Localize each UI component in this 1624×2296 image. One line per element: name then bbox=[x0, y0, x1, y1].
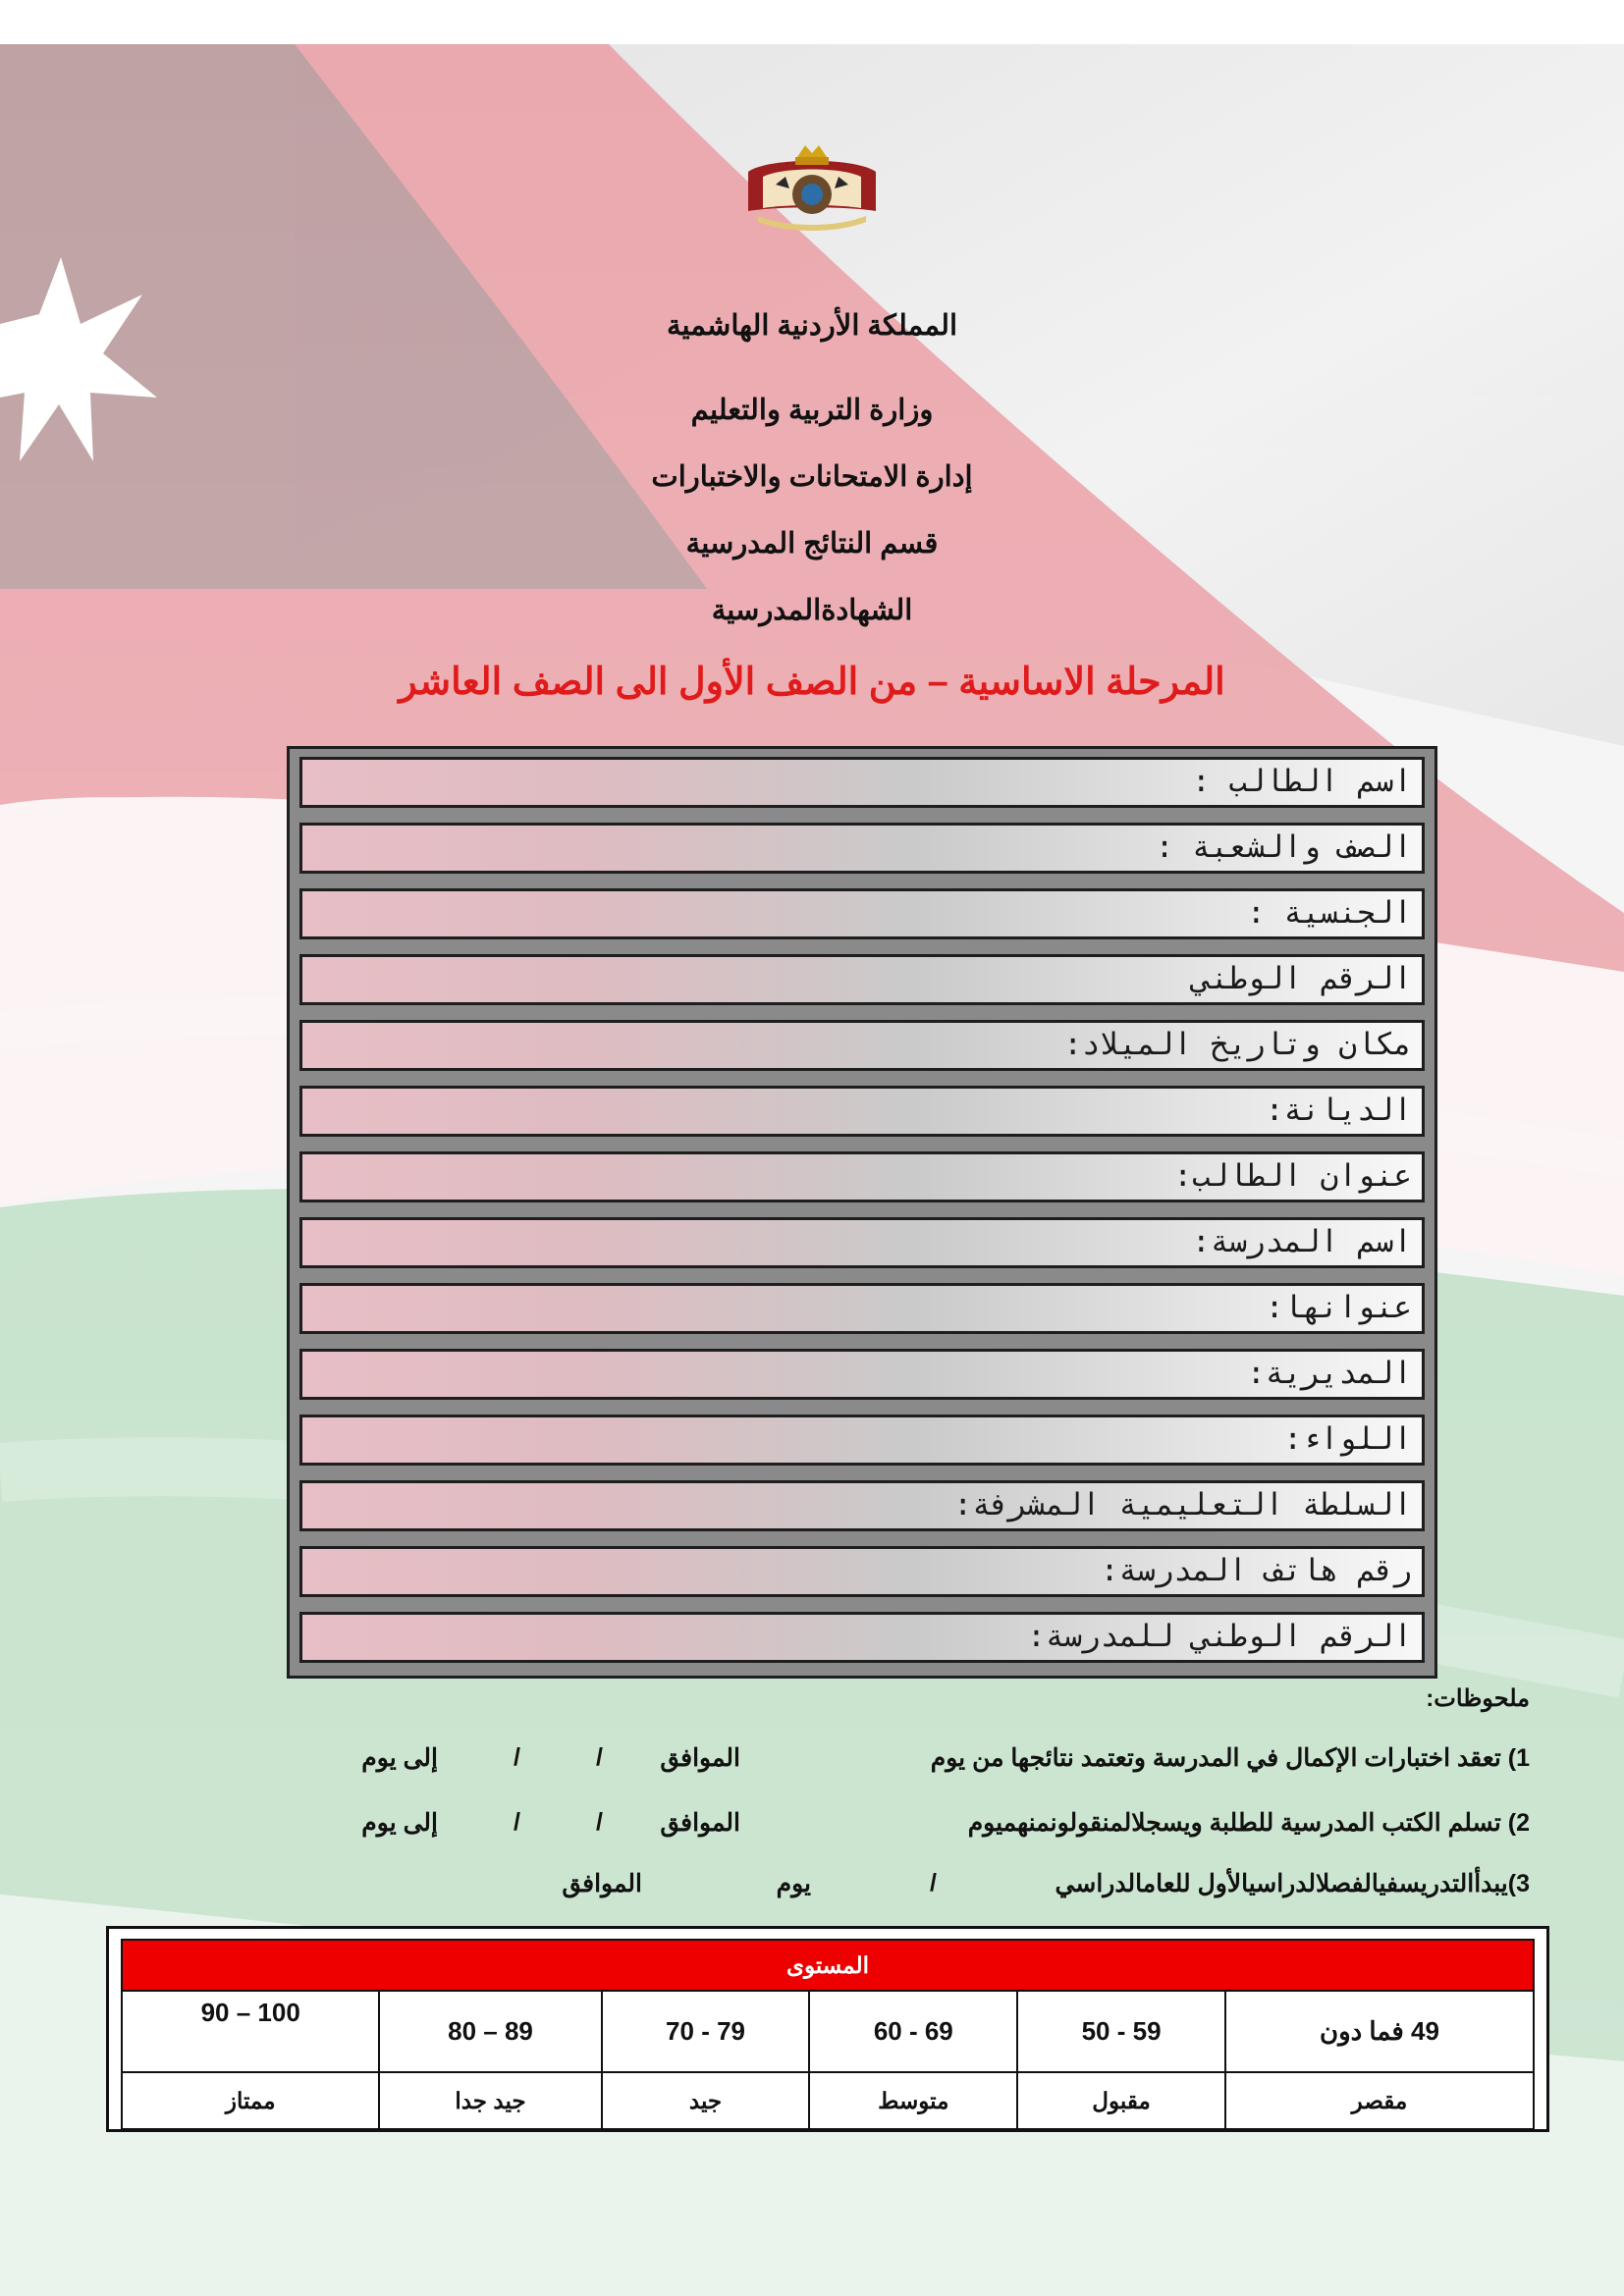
level-name-cell: جيد جدا bbox=[379, 2072, 601, 2129]
field-label: الرقم الوطني bbox=[1192, 961, 1412, 996]
note-2-text: 2) تسلم الكتب المدرسية للطلبة ويسجلالمنقولونمنهميوم bbox=[967, 1809, 1530, 1837]
field-nationality[interactable] bbox=[299, 888, 1425, 939]
field-school-national-number[interactable] bbox=[299, 1612, 1425, 1663]
field-label: الرقم الوطني للمدرسة: bbox=[1027, 1619, 1412, 1654]
level-ranges-row bbox=[122, 1991, 1534, 2072]
field-school-address[interactable] bbox=[299, 1283, 1425, 1334]
department-name: إدارة الامتحانات والاختبارات bbox=[651, 461, 973, 493]
note-1-slash: / bbox=[514, 1743, 520, 1771]
field-label: اسم المدرسة: bbox=[1192, 1224, 1412, 1259]
note-3-day: يوم bbox=[776, 1870, 811, 1897]
field-student-name[interactable] bbox=[299, 757, 1425, 808]
field-religion[interactable] bbox=[299, 1086, 1425, 1137]
field-birth-place-date[interactable] bbox=[299, 1020, 1425, 1071]
ministry-name: وزارة التربية والتعليم bbox=[690, 395, 934, 426]
field-label: السلطة التعليمية المشرفة: bbox=[953, 1487, 1412, 1522]
note-2-slash: / bbox=[596, 1808, 603, 1836]
range-cell: 49 فما دون bbox=[1225, 1991, 1534, 2072]
range-cell: 100 – 90 bbox=[122, 1991, 379, 2072]
student-info-form bbox=[287, 746, 1437, 1679]
note-3-text: 3)يبدأالتدريسفيالفصلالدراسيالأول للعامالدراسي bbox=[1055, 1870, 1530, 1897]
level-name-cell: ممتاز bbox=[122, 2072, 379, 2129]
jordan-coat-of-arms-icon bbox=[729, 137, 895, 236]
note-2-until: إلى يوم bbox=[361, 1809, 438, 1837]
section-name: قسم النتائج المدرسية bbox=[685, 528, 939, 560]
level-header-row bbox=[122, 1940, 1534, 1991]
note-1-slash: / bbox=[596, 1743, 603, 1771]
note-2-slash: / bbox=[514, 1808, 520, 1836]
level-name-cell: مقبول bbox=[1017, 2072, 1225, 2129]
field-school-name[interactable] bbox=[299, 1217, 1425, 1268]
field-label: مكان وتاريخ الميلاد: bbox=[1063, 1027, 1412, 1062]
level-name-cell: مقصر bbox=[1225, 2072, 1534, 2129]
note-3-slash: / bbox=[930, 1869, 937, 1896]
range-cell: 89 – 80 bbox=[379, 1991, 601, 2072]
range-cell: 79 - 70 bbox=[602, 1991, 810, 2072]
level-scale-table bbox=[121, 1939, 1535, 2130]
field-district[interactable] bbox=[299, 1415, 1425, 1466]
document-title: الشهادةالمدرسية bbox=[711, 595, 913, 626]
field-student-address[interactable] bbox=[299, 1151, 1425, 1202]
field-supervising-authority[interactable] bbox=[299, 1480, 1425, 1531]
field-school-phone[interactable] bbox=[299, 1546, 1425, 1597]
stage-title: المرحلة الاساسية – من الصف الأول الى الصف العاشر bbox=[399, 662, 1225, 703]
field-label: المديرية: bbox=[1247, 1356, 1412, 1391]
field-label: اللواء: bbox=[1283, 1421, 1412, 1457]
field-label: الصف والشعبة : bbox=[1155, 829, 1412, 865]
field-national-number[interactable] bbox=[299, 954, 1425, 1005]
note-1-corresponding: الموافق bbox=[660, 1744, 740, 1772]
field-label: رقم هاتف المدرسة: bbox=[1100, 1553, 1412, 1588]
note-1-text: 1) تعقد اختبارات الإكمال في المدرسة وتعتمد نتائجها من يوم bbox=[930, 1744, 1530, 1772]
level-name-cell: متوسط bbox=[809, 2072, 1017, 2129]
range-cell: 69 - 60 bbox=[809, 1991, 1017, 2072]
note-2-corresponding: الموافق bbox=[660, 1809, 740, 1837]
field-grade-section[interactable] bbox=[299, 823, 1425, 874]
range-cell: 59 - 50 bbox=[1017, 1991, 1225, 2072]
field-label: الديانة: bbox=[1265, 1093, 1412, 1128]
field-label: اسم الطالب : bbox=[1192, 764, 1412, 799]
note-3-corresponding: الموافق bbox=[562, 1870, 642, 1897]
field-label: عنوانها: bbox=[1265, 1290, 1412, 1325]
level-header: المستوى bbox=[122, 1940, 1534, 1991]
level-scale-box bbox=[106, 1926, 1549, 2132]
level-names-row bbox=[122, 2072, 1534, 2129]
field-label: عنوان الطالب: bbox=[1173, 1158, 1412, 1194]
country-name: المملكة الأردنية الهاشمية bbox=[666, 310, 958, 342]
field-directorate[interactable] bbox=[299, 1349, 1425, 1400]
field-label: الجنسية : bbox=[1247, 895, 1412, 931]
notes-title: ملحوظات: bbox=[1426, 1685, 1530, 1712]
note-1-until: إلى يوم bbox=[361, 1744, 438, 1772]
level-name-cell: جيد bbox=[602, 2072, 810, 2129]
